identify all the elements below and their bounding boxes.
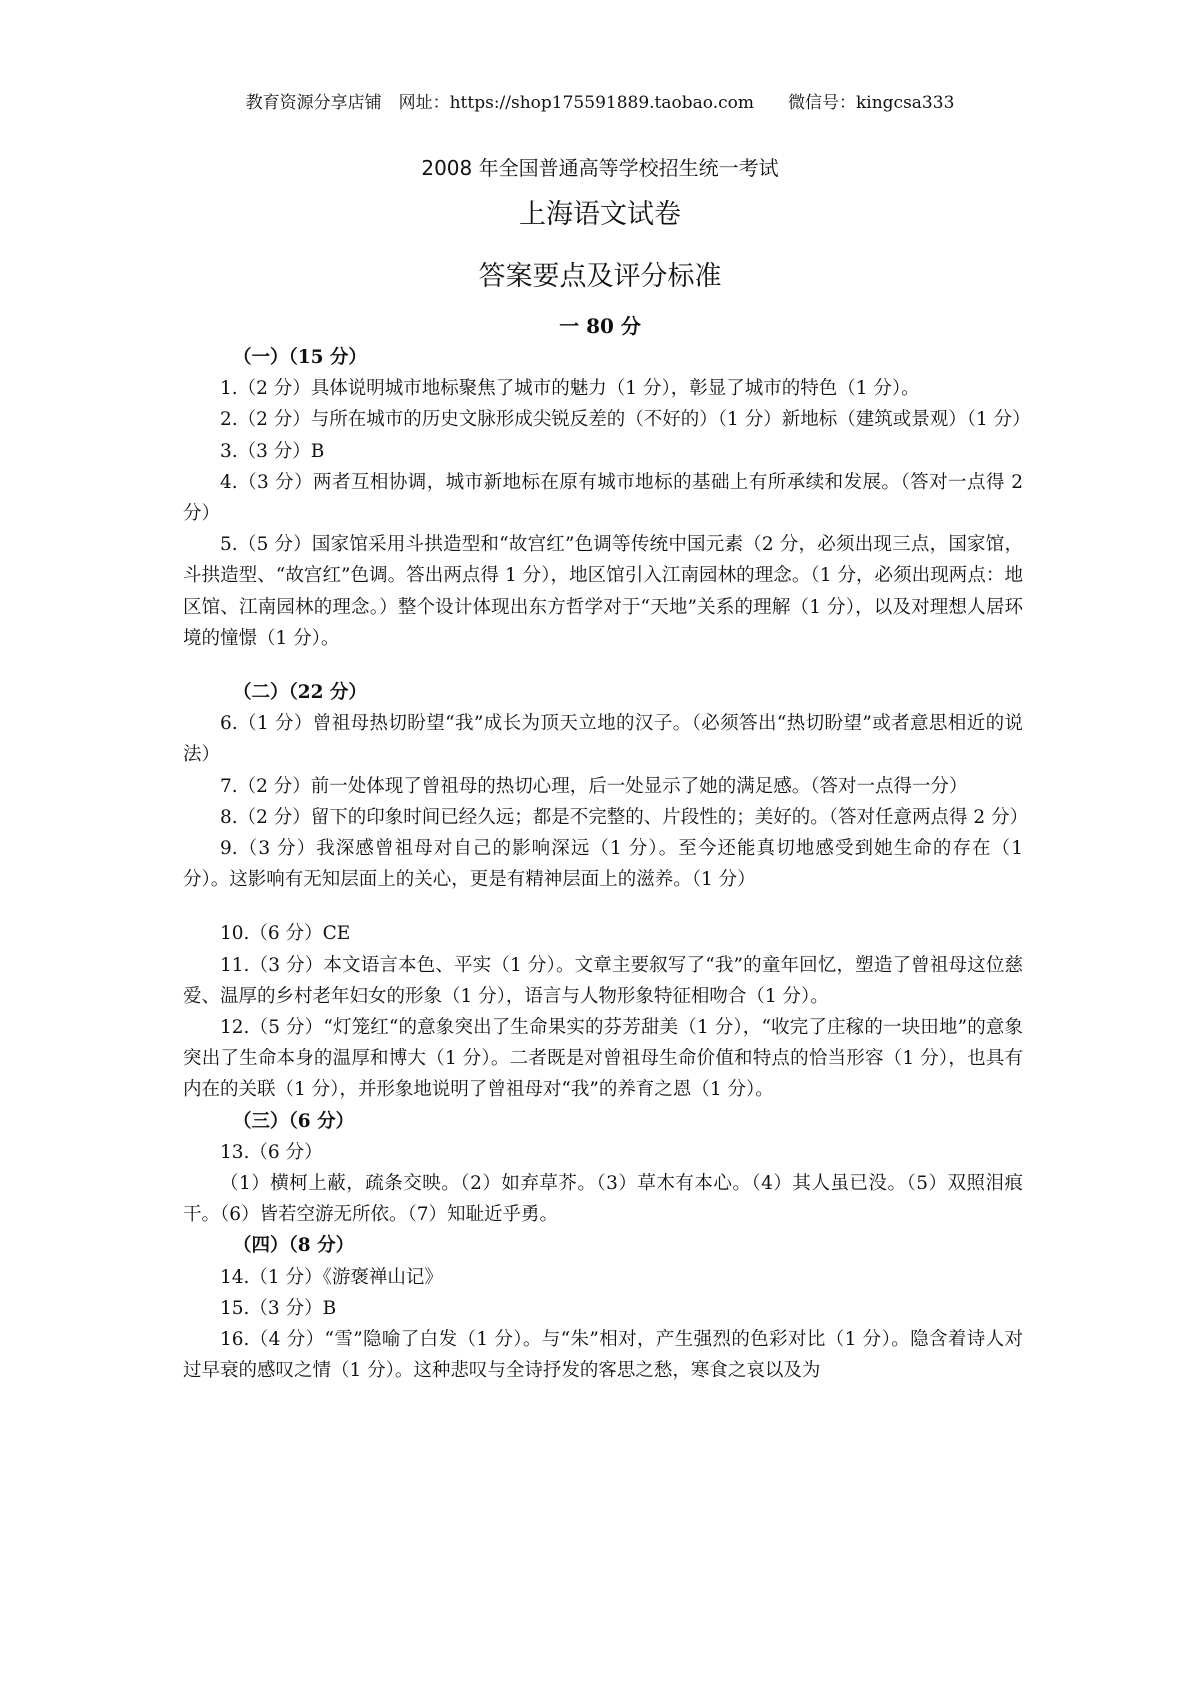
answer-item-8: 8.（2 分）留下的印象时间已经久远；都是不完整的、片段性的；美好的。（答对任意两点得 2 分） — [220, 806, 1029, 828]
section-heading-2: （二）（22 分） — [233, 682, 367, 704]
exam-title: 上海语文试卷 — [519, 199, 681, 230]
answer-item-16: 16.（4 分）“雪”隐喻了白发（1 分）。与“朱”相对，产生强烈的色彩对比（1 分）。隐含着诗人对过早衰的感叹之情（1 分）。这种悲叹与全诗抒发的客思之愁，寒食之哀以及为 — [183, 1329, 1023, 1382]
answer-content — [183, 342, 1031, 1387]
answer-item-13-detail: （1）横柯上蔽，疏条交映。（2）如弃草芥。（3）草木有本心。（4）其人虽已没。（5）双照泪痕干。（6）皆若空游无所依。（7）知耻近乎勇。 — [183, 1173, 1023, 1226]
answer-item-4: 4.（3 分）两者互相协调，城市新地标在原有城市地标的基础上有所承续和发展。（答对一点得 2 分） — [183, 471, 1023, 525]
section-heading-1: （一）（15 分） — [233, 347, 367, 368]
shop-header: 教育资源分享店铺 网址：https://shop175591889.taobao.com 微信号：kingcsa333 — [245, 93, 955, 113]
answer-item-15: 15.（3 分）B — [220, 1297, 337, 1319]
answer-item-14: 14.（1 分）《游褒禅山记》 — [220, 1266, 443, 1288]
spacer — [183, 654, 1023, 677]
answer-key-title: 答案要点及评分标准 — [478, 261, 722, 292]
answer-item-3: 3.（3 分）B — [220, 440, 325, 462]
answer-item-10: 10.（6 分）CE — [220, 923, 351, 945]
answer-item-7: 7.（2 分）前一处体现了曾祖母的热切心理，后一处显示了她的满足感。（答对一点得一分） — [220, 775, 968, 797]
answer-item-9: 9.（3 分）我深感曾祖母对自己的影响深远（1 分）。至今还能真切地感受到她生命的存在（1 分）。这影响有无知层面上的关心，更是有精神层面上的滋养。（1 分） — [183, 838, 1023, 891]
answer-item-12: 12.（5 分）“灯笼红“的意象突出了生命果实的芬芳甜美（1 分），“收完了庄稼的一块田地”的意象突出了生命本身的温厚和博大（1 分）。二者既是对曾祖母生命价值和特点的恰当形容（1 分），也具有内在的关联（1 分），并形象地说明了曾祖母对“我”的养育之恩（1 分）。 — [183, 1017, 1023, 1101]
section-heading-4: （四）（8 分） — [233, 1235, 355, 1257]
exam-year-title: 2008 年全国普通高等学校招生统一考试 — [421, 156, 779, 180]
spacer — [183, 895, 1023, 918]
answer-item-13: 13.（6 分） — [220, 1141, 323, 1163]
answer-item-2: 2.（2 分）与所在城市的历史文脉形成尖锐反差的（不好的）（1 分）新地标（建筑或景观）（1 分） — [220, 409, 1031, 431]
answer-item-11: 11.（3 分）本文语言本色、平实（1 分）。文章主要叙写了“我”的童年回忆，塑造了曾祖母这位慈爱、温厚的乡村老年妇女的形象（1 分），语言与人物形象特征相吻合（1 分）。 — [183, 954, 1023, 1007]
section-heading-3: （三）（6 分） — [233, 1110, 355, 1132]
part-one-title: 一 80 分 — [559, 314, 641, 338]
answer-item-1: 1.（2 分）具体说明城市地标聚焦了城市的魅力（1 分），彰显了城市的特色（1 分）。 — [220, 378, 920, 400]
answer-item-5: 5.（5 分）国家馆采用斗拱造型和“故宫红”色调等传统中国元素（2 分，必须出现三点，国家馆，斗拱造型、“故宫红”色调。答出两点得 1 分），地区馆引入江南园林的理念。（1 分，必须出现两点：地区馆、江南园林的理念。）整个设计体现出东方哲学对于“天地”关系的理解（1 分），以及对理想人居环境的憧憬（1 分）。 — [183, 534, 1023, 649]
answer-item-6: 6.（1 分）曾祖母热切盼望“我”成长为顶天立地的汉子。（必须答出“热切盼望”或者意思相近的说法） — [183, 713, 1023, 766]
